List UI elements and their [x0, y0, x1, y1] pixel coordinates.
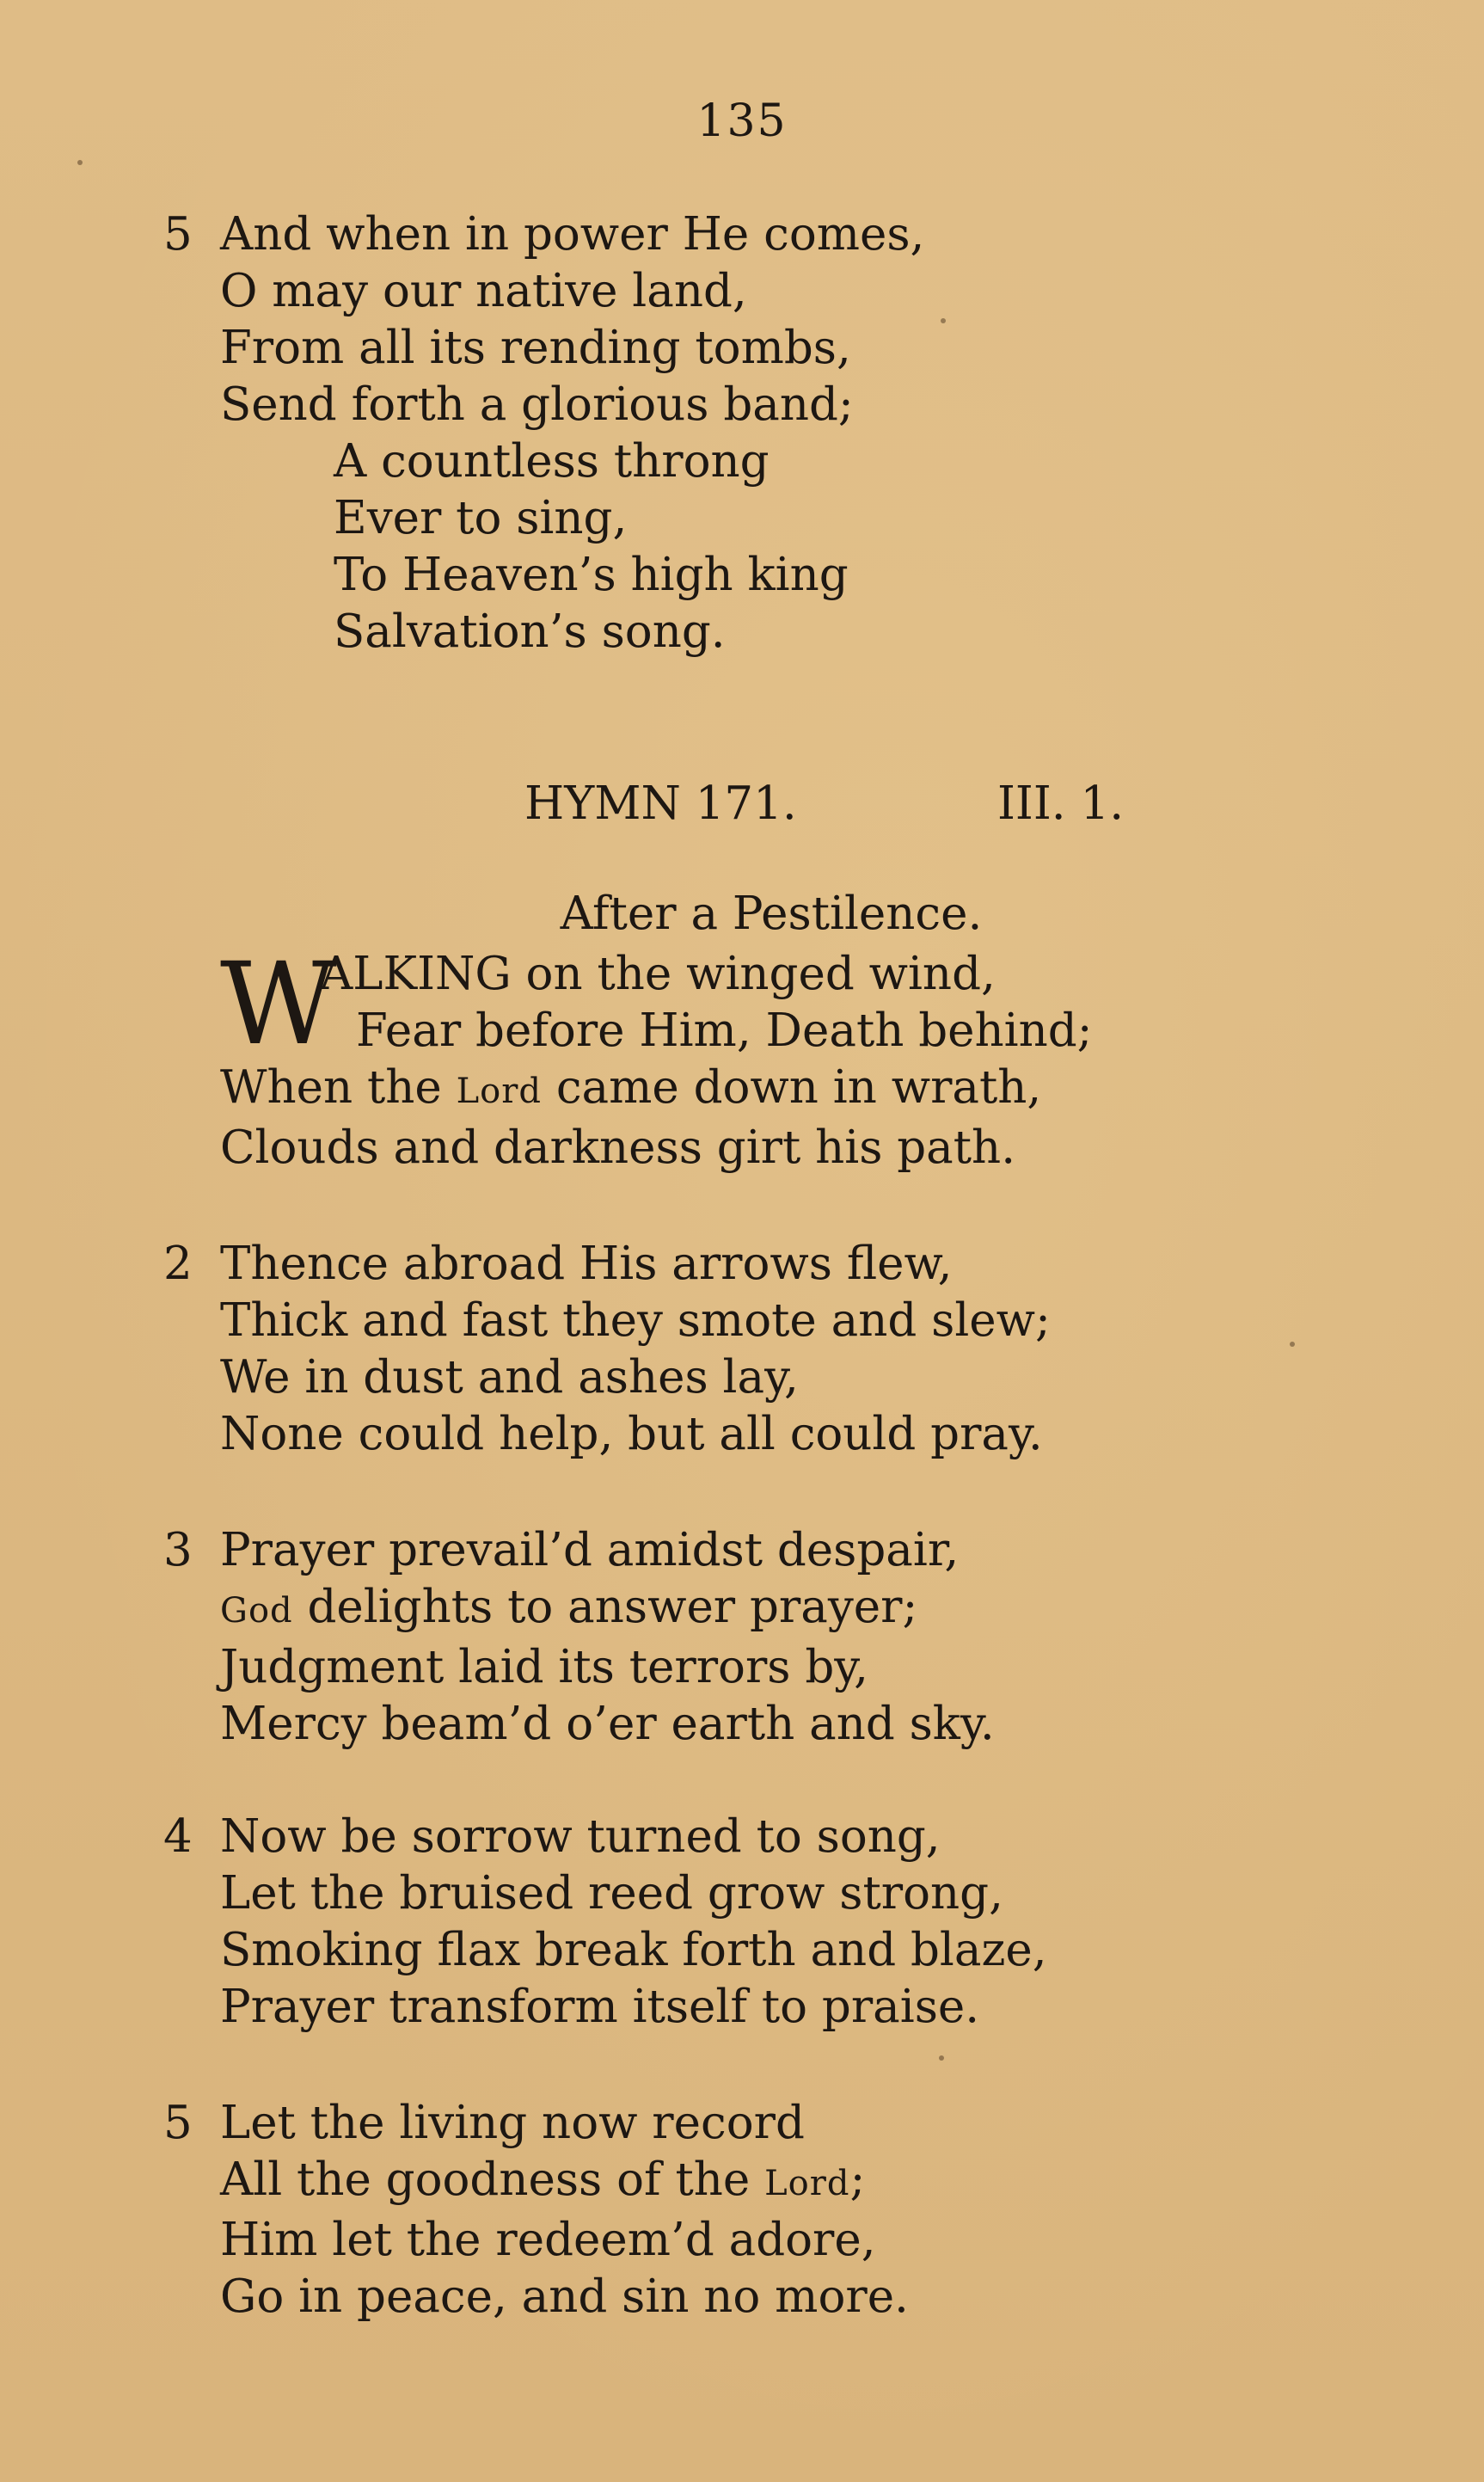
- verse-line: Thick and fast they smote and slew;: [220, 1294, 1051, 1347]
- verse-line: 5 And when in power He comes,: [163, 206, 924, 263]
- verse-line: None could help, but all could pray.: [220, 1408, 1043, 1460]
- verse-line-indented: Ever to sing,: [334, 492, 628, 544]
- verse-line: Prayer transform itself to praise.: [220, 1981, 980, 2033]
- verse-line: Fear before Him, Death behind;: [356, 1004, 1093, 1057]
- verse-line: 2 Thence abroad His arrows flew,: [163, 1236, 1051, 1293]
- verse-line: O may our native land,: [220, 265, 747, 317]
- small-caps-word: God: [220, 1591, 293, 1631]
- stanza-number: 5: [163, 208, 193, 261]
- verse-line: God delights to answer prayer;: [220, 1581, 918, 1633]
- verse-line: Mercy beam’d o’er earth and sky.: [220, 1698, 995, 1750]
- verse-line: Clouds and darkness girt his path.: [220, 1121, 1016, 1174]
- verse-line: From all its rending tombs,: [220, 322, 851, 374]
- hymn-stanza-5: [163, 2095, 909, 2325]
- hymn-occasion: After a Pestilence.: [560, 888, 983, 940]
- stanza-number: 3: [163, 1524, 193, 1576]
- stanza-number: 5: [163, 2097, 193, 2149]
- verse-line: We in dust and ashes lay,: [220, 1351, 799, 1404]
- hymn-stanza-4: [163, 1809, 1047, 2036]
- verse-line: 4 Now be sorrow turned to song,: [163, 1809, 1047, 1865]
- hymn-stanza-2: [163, 1236, 1051, 1463]
- hymn-meter: III. 1.: [997, 777, 1125, 830]
- verse-line: When the Lord came down in wrath,: [220, 1061, 1042, 1114]
- verse-line-indented: Salvation’s song.: [334, 605, 726, 658]
- small-caps-word: Lord: [764, 2164, 850, 2203]
- verse-line: Go in peace, and sin no more.: [220, 2270, 909, 2323]
- verse-line-indented: A countless throng: [334, 435, 770, 488]
- verse-line: 3 Prayer prevail’d amidst despair,: [163, 1522, 995, 1579]
- verse-line: 5 Let the living now record: [163, 2095, 909, 2152]
- stanza-number: 4: [163, 1810, 193, 1863]
- verse-line: Send forth a glorious band;: [220, 378, 854, 431]
- small-caps-word: Lord: [456, 1072, 542, 1111]
- hymn-title: HYMN 171.: [524, 777, 797, 830]
- paper-speck: [941, 318, 946, 323]
- verse-line: ALKING on the winged wind,: [320, 948, 996, 1000]
- verse-line: Let the bruised reed grow strong,: [220, 1867, 1003, 1920]
- paper-speck: [939, 2055, 944, 2061]
- verse-line-indented: To Heaven’s high king: [334, 549, 849, 601]
- paper-speck: [77, 160, 83, 165]
- hymn-stanza-1: [220, 938, 1093, 1176]
- verse-line: All the goodness of the Lord;: [220, 2153, 866, 2206]
- stanza-number: 2: [163, 1238, 193, 1290]
- paper-speck: [1290, 1342, 1295, 1347]
- verse-line: Smoking flax break forth and blaze,: [220, 1924, 1047, 1976]
- verse-line: Judgment laid its terrors by,: [220, 1641, 869, 1693]
- hymn-stanza-3: [163, 1522, 995, 1753]
- drop-cap: W: [220, 938, 337, 1071]
- verse-line: Him let the redeem’d adore,: [220, 2214, 876, 2266]
- page-number: 135: [696, 95, 788, 147]
- previous-hymn-stanza-5: [163, 206, 924, 660]
